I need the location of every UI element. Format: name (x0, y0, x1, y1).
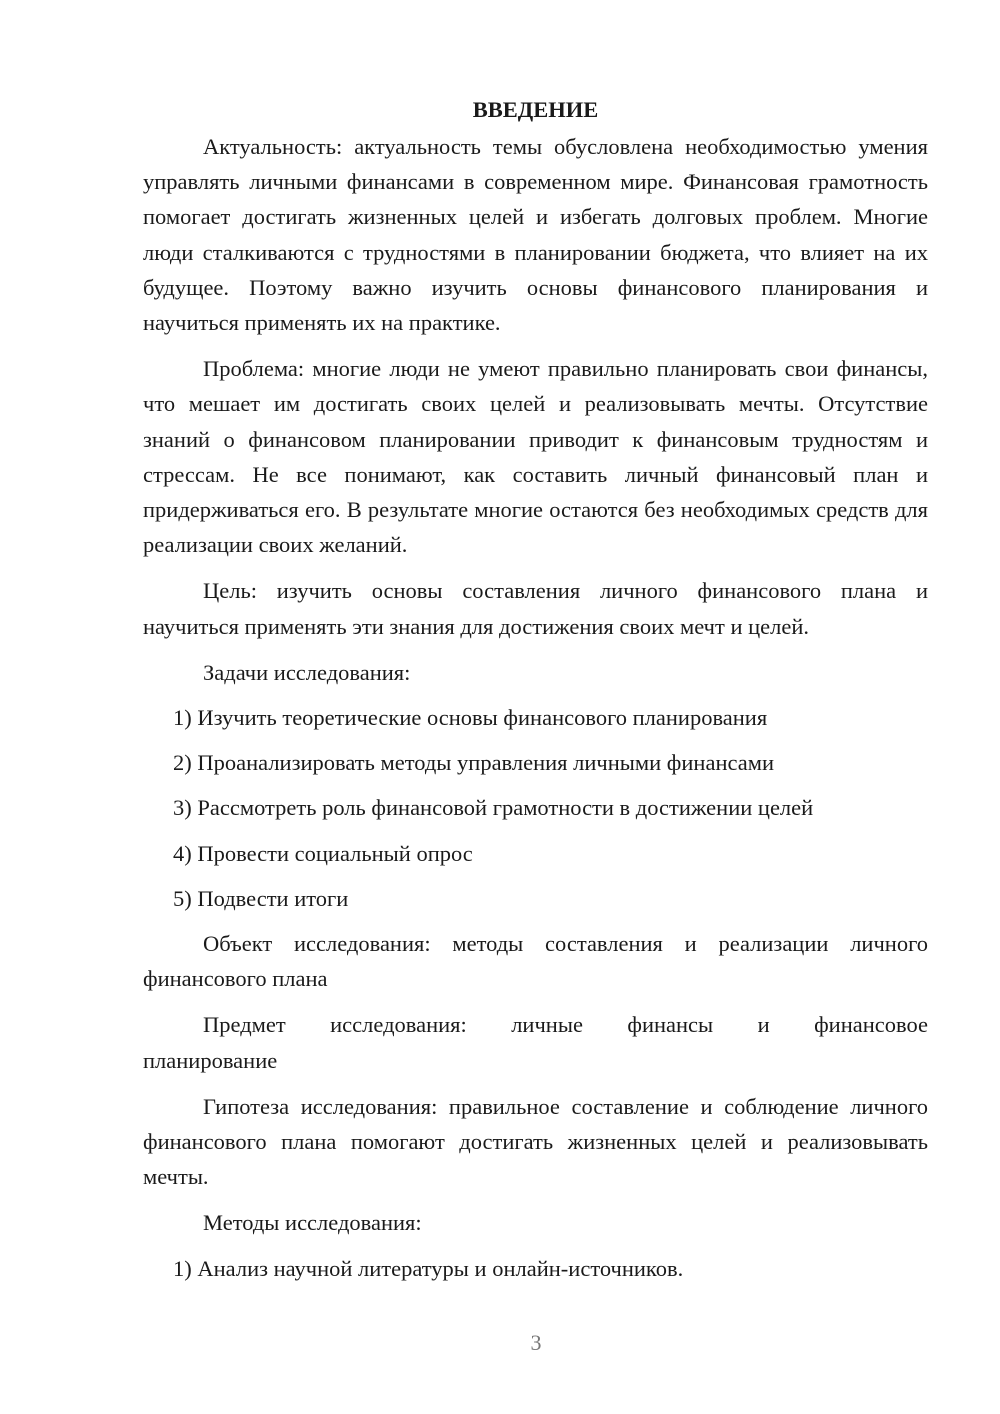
methods-title: Методы исследования: (203, 1210, 422, 1236)
problem-paragraph: Проблема: многие люди не умеют правильно планировать свои финансы, что мешает им достигать своих целей и реализовывать мечты. Отсутствие знаний о финансовом планировании приводит к финансовым трудностям и стрессам. Не все понимают, как составить личный финансовый план и придерживаться его. В результате многие остаются без необходимых средств для реализации своих желаний. (143, 356, 928, 558)
list-item: 5) Подвести итоги (173, 885, 349, 911)
list-item: 1) Изучить теоретические основы финансового планирования (173, 705, 768, 731)
list-item: 4) Провести социальный опрос (173, 840, 473, 866)
relevance-paragraph: Актуальность: актуальность темы обусловлена необходимостью умения управлять личными финансами в современном мире. Финансовая грамотность помогает достигать жизненных целей и избегать долговых проблем. Многие люди сталкиваются с трудностями в планировании бюджета, что влияет на их будущее. Поэтому важно изучить основы финансового планирования и научиться применять их на практике. (143, 134, 928, 336)
list-item: 3) Рассмотреть роль финансовой грамотности в достижении целей (173, 795, 814, 821)
subject-paragraph-line2: планирование (143, 1047, 278, 1073)
list-item: 2) Проанализировать методы управления личными финансами (173, 750, 775, 776)
object-paragraph: Объект исследования: методы составления и реализации личного финансового плана (143, 931, 928, 992)
tasks-title: Задачи исследования: (203, 659, 411, 685)
page-heading: ВВЕДЕНИЕ (472, 97, 599, 122)
subject-paragraph-line1: Предмет исследования: личные финансы и финансовое (203, 1012, 928, 1038)
hypothesis-paragraph: Гипотеза исследования: правильное составление и соблюдение личного финансового плана помогают достигать жизненных целей и реализовывать мечты. (143, 1093, 928, 1190)
methods-list (143, 1251, 928, 1286)
tasks-list (143, 700, 928, 916)
list-item: 1) Анализ научной литературы и онлайн-источников. (173, 1255, 684, 1281)
goal-paragraph: Цель: изучить основы составления личного финансового плана и научиться применять эти знания для достижения своих мечт и целей. (143, 578, 928, 639)
page-number: 3 (530, 1330, 542, 1355)
page-content (143, 92, 928, 1296)
